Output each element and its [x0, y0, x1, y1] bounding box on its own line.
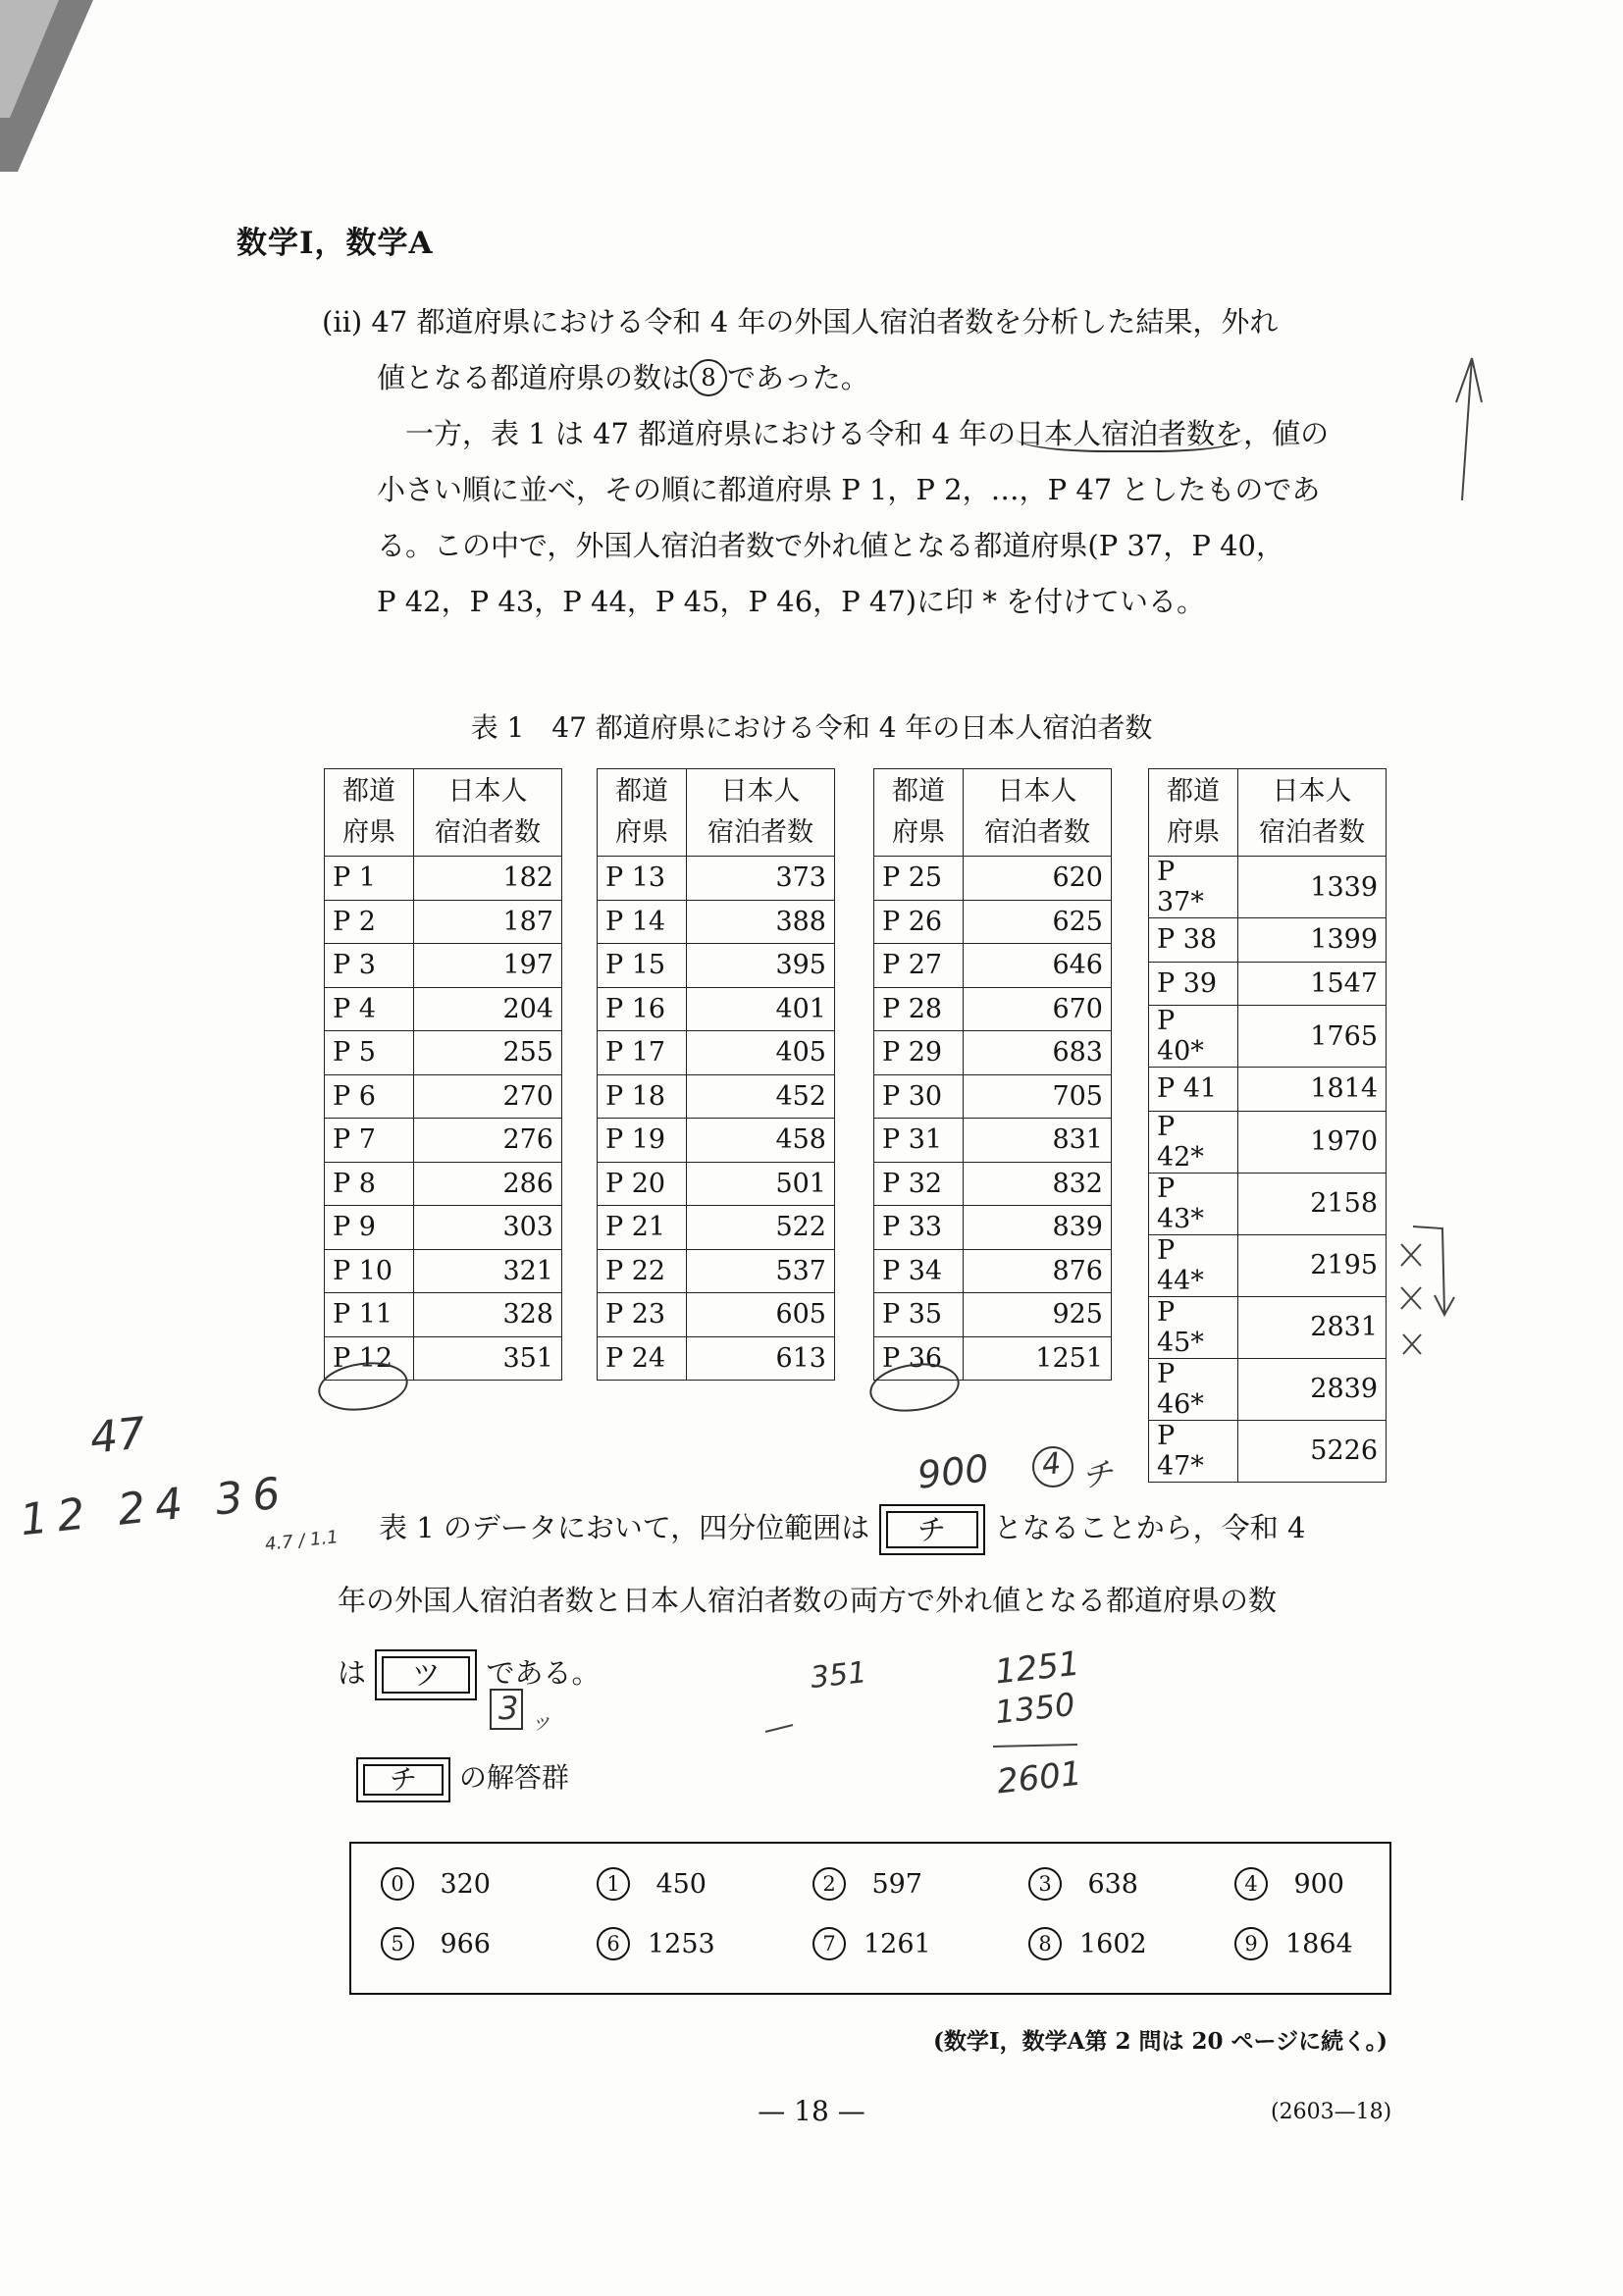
sum-line: [993, 1745, 1077, 1747]
question-line-3: は: [338, 1656, 367, 1690]
col-header-count: 日本人 宿泊者数: [414, 769, 562, 857]
guest-count-cell: 270: [414, 1074, 562, 1119]
section-title: 数学Ⅰ，数学A: [236, 226, 434, 261]
guest-count-cell: 522: [687, 1206, 835, 1250]
guest-count-cell: 2158: [1238, 1173, 1387, 1234]
option-value: 966: [440, 1928, 491, 1959]
prefecture-cell: P 22: [598, 1249, 687, 1293]
intro-line-6: P 42，P 43，P 44，P 45，P 46，P 47)に印 * を付けている。: [377, 585, 1206, 618]
guest-count-cell: 501: [687, 1162, 835, 1206]
continued-note: (数学Ⅰ，数学A第 2 問は 20 ページに続く。): [933, 2028, 1387, 2055]
prefecture-cell: P 11: [325, 1293, 414, 1337]
prefecture-cell: P 9: [325, 1206, 414, 1250]
handwritten-1350: 1350: [993, 1685, 1077, 1732]
guest-count-cell: 832: [964, 1162, 1112, 1206]
option-number: 6: [597, 1927, 630, 1960]
guest-count-cell: 1339: [1238, 857, 1387, 918]
prefecture-cell: P 23: [598, 1293, 687, 1337]
col-header-count: 日本人 宿泊者数: [1238, 769, 1387, 857]
prefecture-cell: P 31: [874, 1119, 964, 1163]
prefecture-cell: P 47*: [1149, 1420, 1238, 1482]
col-header-count: 日本人 宿泊者数: [964, 769, 1112, 857]
guest-count-cell: 839: [964, 1206, 1112, 1250]
guest-count-cell: 1765: [1238, 1006, 1387, 1068]
prefecture-cell: P 37*: [1149, 857, 1238, 918]
intro-line-4: 小さい順に並べ，その順に都道府県 P 1，P 2，…，P 47 としたものであ: [377, 473, 1321, 506]
prefecture-cell: P 8: [325, 1162, 414, 1206]
answer-group-box: チ: [356, 1757, 450, 1802]
option-number: 5: [381, 1927, 414, 1960]
prefecture-cell: P 10: [325, 1249, 414, 1293]
guest-count-cell: 1251: [964, 1336, 1112, 1381]
option-number: 9: [1234, 1927, 1268, 1960]
option-number: 1: [597, 1867, 630, 1901]
guest-count-cell: 405: [687, 1031, 835, 1075]
question-line-1-end: となることから，令和 4: [993, 1511, 1306, 1544]
col-header-pref: 都道 府県: [874, 769, 964, 857]
option-value: 1602: [1079, 1928, 1147, 1959]
intro-line-3: 一方，表 1 は 47 都道府県における令和 4 年の: [405, 417, 1017, 450]
prefecture-cell: P 4: [325, 987, 414, 1031]
answer-box-chi[interactable]: チ: [879, 1504, 985, 1555]
guest-count-cell: 276: [414, 1119, 562, 1163]
handwritten-chi: チ: [1079, 1454, 1116, 1495]
circle-mark-p12: [316, 1358, 410, 1415]
item-label: (ii): [322, 305, 363, 339]
guest-count-cell: 328: [414, 1293, 562, 1337]
guest-count-cell: 182: [414, 857, 562, 901]
prefecture-cell: P 17: [598, 1031, 687, 1075]
intro-line-3-end: ，値の: [1243, 417, 1330, 450]
prefecture-cell: P 14: [598, 900, 687, 944]
guest-count-cell: 605: [687, 1293, 835, 1337]
arrow-up-icon: [1456, 358, 1482, 500]
table-caption: 表 1 47 都道府県における令和 4 年の日本人宿泊者数: [470, 711, 1153, 744]
prefecture-cell: P 18: [598, 1074, 687, 1119]
prefecture-cell: P 39: [1149, 962, 1238, 1006]
option-value: 320: [440, 1868, 491, 1900]
question-line-1: 表 1 のデータにおいて，四分位範囲は: [379, 1511, 870, 1544]
handwritten-3: 3: [498, 1690, 519, 1727]
intro-line-5: る。この中で，外国人宿泊者数で外れ値となる都道府県(P 37，P 40，: [377, 529, 1284, 562]
guest-count-cell: 321: [414, 1249, 562, 1293]
guest-count-cell: 197: [414, 944, 562, 988]
col-header-count: 日本人 宿泊者数: [687, 769, 835, 857]
guest-count-cell: 286: [414, 1162, 562, 1206]
guest-count-cell: 2831: [1238, 1296, 1387, 1358]
handwritten-quartile-positions: 12 24 36: [18, 1467, 292, 1546]
guest-count-cell: 613: [687, 1336, 835, 1381]
prefecture-cell: P 27: [874, 944, 964, 988]
guest-count-cell: 683: [964, 1031, 1112, 1075]
prefecture-cell: P 7: [325, 1119, 414, 1163]
guest-count-cell: 1970: [1238, 1111, 1387, 1173]
prefecture-cell: P 29: [874, 1031, 964, 1075]
guest-count-cell: 373: [687, 857, 835, 901]
option-number: 8: [1028, 1927, 1062, 1960]
guest-count-cell: 646: [964, 944, 1112, 988]
handwritten-900: 900: [915, 1446, 991, 1497]
page-number: — 18 —: [758, 2095, 865, 2127]
answer-group-label: の解答群: [458, 1761, 569, 1794]
option-value: 1864: [1285, 1928, 1353, 1959]
prefecture-cell: P 32: [874, 1162, 964, 1206]
prefecture-cell: P 19: [598, 1119, 687, 1163]
prefecture-cell: P 21: [598, 1206, 687, 1250]
guest-count-cell: 625: [964, 900, 1112, 944]
guest-count-cell: 452: [687, 1074, 835, 1119]
prefecture-cell: P 2: [325, 900, 414, 944]
prefecture-cell: P 1: [325, 857, 414, 901]
guest-count-cell: 255: [414, 1031, 562, 1075]
col-header-pref: 都道 府県: [598, 769, 687, 857]
option-value: 1261: [864, 1928, 931, 1959]
guest-count-cell: 670: [964, 987, 1112, 1031]
guest-count-cell: 351: [414, 1336, 562, 1381]
option-value: 638: [1087, 1868, 1138, 1900]
prefecture-cell: P 3: [325, 944, 414, 988]
guest-count-cell: 2195: [1238, 1234, 1387, 1296]
handwritten-small-note: 4.7 / 1.1: [264, 1527, 340, 1555]
intro-line-1: 47 都道府県における令和 4 年の外国人宿泊者数を分析した結果，外れ: [371, 305, 1279, 339]
option-value: 450: [655, 1868, 707, 1900]
option-value: 597: [871, 1868, 922, 1900]
prefecture-cell: P 35: [874, 1293, 964, 1337]
prefecture-cell: P 41: [1149, 1068, 1238, 1112]
handwritten-47: 47: [87, 1408, 148, 1464]
guest-count-cell: 1547: [1238, 962, 1387, 1006]
handwritten-1251: 1251: [993, 1644, 1082, 1693]
option-number: 3: [1028, 1867, 1062, 1901]
prefecture-cell: P 5: [325, 1031, 414, 1075]
exam-code: (2603—18): [1271, 2100, 1392, 2124]
prefecture-cell: P 36: [874, 1336, 964, 1381]
intro-line-2: 値となる都道府県の数は: [377, 361, 691, 394]
guest-count-cell: 1399: [1238, 918, 1387, 963]
col-header-pref: 都道 府県: [1149, 769, 1238, 857]
option-number: 4: [1234, 1867, 1268, 1901]
handwritten-circle-answer: 8: [690, 359, 727, 396]
prefecture-cell: P 38: [1149, 918, 1238, 963]
prefecture-cell: P 30: [874, 1074, 964, 1119]
guest-count-cell: 187: [414, 900, 562, 944]
option-number: 2: [812, 1867, 846, 1901]
guest-count-cell: 537: [687, 1249, 835, 1293]
prefecture-cell: P 20: [598, 1162, 687, 1206]
guest-count-cell: 1814: [1238, 1068, 1387, 1112]
guest-count-cell: 705: [964, 1074, 1112, 1119]
question-line-3-end: である。: [486, 1656, 601, 1690]
guest-count-cell: 204: [414, 987, 562, 1031]
col-header-pref: 都道 府県: [325, 769, 414, 857]
prefecture-cell: P 15: [598, 944, 687, 988]
handwritten-351: 351: [809, 1655, 868, 1696]
prefecture-cell: P 42*: [1149, 1111, 1238, 1173]
prefecture-cell: P 16: [598, 987, 687, 1031]
prefecture-cell: P 13: [598, 857, 687, 901]
guest-count-cell: 5226: [1238, 1420, 1387, 1482]
cross-marks: [1401, 1226, 1454, 1354]
prefecture-cell: P 26: [874, 900, 964, 944]
guest-count-cell: 925: [964, 1293, 1112, 1337]
prefecture-cell: P 45*: [1149, 1296, 1238, 1358]
handwritten-tsu: ッ: [528, 1708, 553, 1737]
intro-line-2-end: であった。: [727, 361, 869, 394]
circle-mark-p36: [867, 1359, 962, 1416]
guest-count-cell: 395: [687, 944, 835, 988]
prefecture-cell: P 33: [874, 1206, 964, 1250]
guest-count-cell: 303: [414, 1206, 562, 1250]
prefecture-cell: P 6: [325, 1074, 414, 1119]
handwritten-2601: 2601: [995, 1753, 1084, 1802]
prefecture-cell: P 40*: [1149, 1006, 1238, 1068]
answer-box-tsu[interactable]: ツ: [375, 1649, 477, 1700]
prefecture-cell: P 12: [325, 1336, 414, 1381]
question-line-2: 年の外国人宿泊者数と日本人宿泊者数の両方で外れ値となる都道府県の数: [338, 1584, 1278, 1617]
option-number: 0: [381, 1867, 414, 1901]
guest-count-cell: 388: [687, 900, 835, 944]
prefecture-cell: P 46*: [1149, 1358, 1238, 1420]
prefecture-cell: P 28: [874, 987, 964, 1031]
prefecture-cell: P 25: [874, 857, 964, 901]
handwritten-4: 4: [1040, 1446, 1063, 1483]
guest-count-cell: 831: [964, 1119, 1112, 1163]
dash-mark: [765, 1725, 793, 1732]
prefecture-cell: P 24: [598, 1336, 687, 1381]
guest-count-cell: 401: [687, 987, 835, 1031]
option-number: 7: [812, 1927, 846, 1960]
underlined-phrase: 日本人宿泊者数を: [1016, 417, 1244, 450]
guest-count-cell: 620: [964, 857, 1112, 901]
prefecture-cell: P 43*: [1149, 1173, 1238, 1234]
option-value: 900: [1293, 1868, 1344, 1900]
prefecture-cell: P 44*: [1149, 1234, 1238, 1296]
guest-count-cell: 876: [964, 1249, 1112, 1293]
guest-count-cell: 2839: [1238, 1358, 1387, 1420]
prefecture-cell: P 34: [874, 1249, 964, 1293]
option-value: 1253: [648, 1928, 715, 1959]
guest-count-cell: 458: [687, 1119, 835, 1163]
